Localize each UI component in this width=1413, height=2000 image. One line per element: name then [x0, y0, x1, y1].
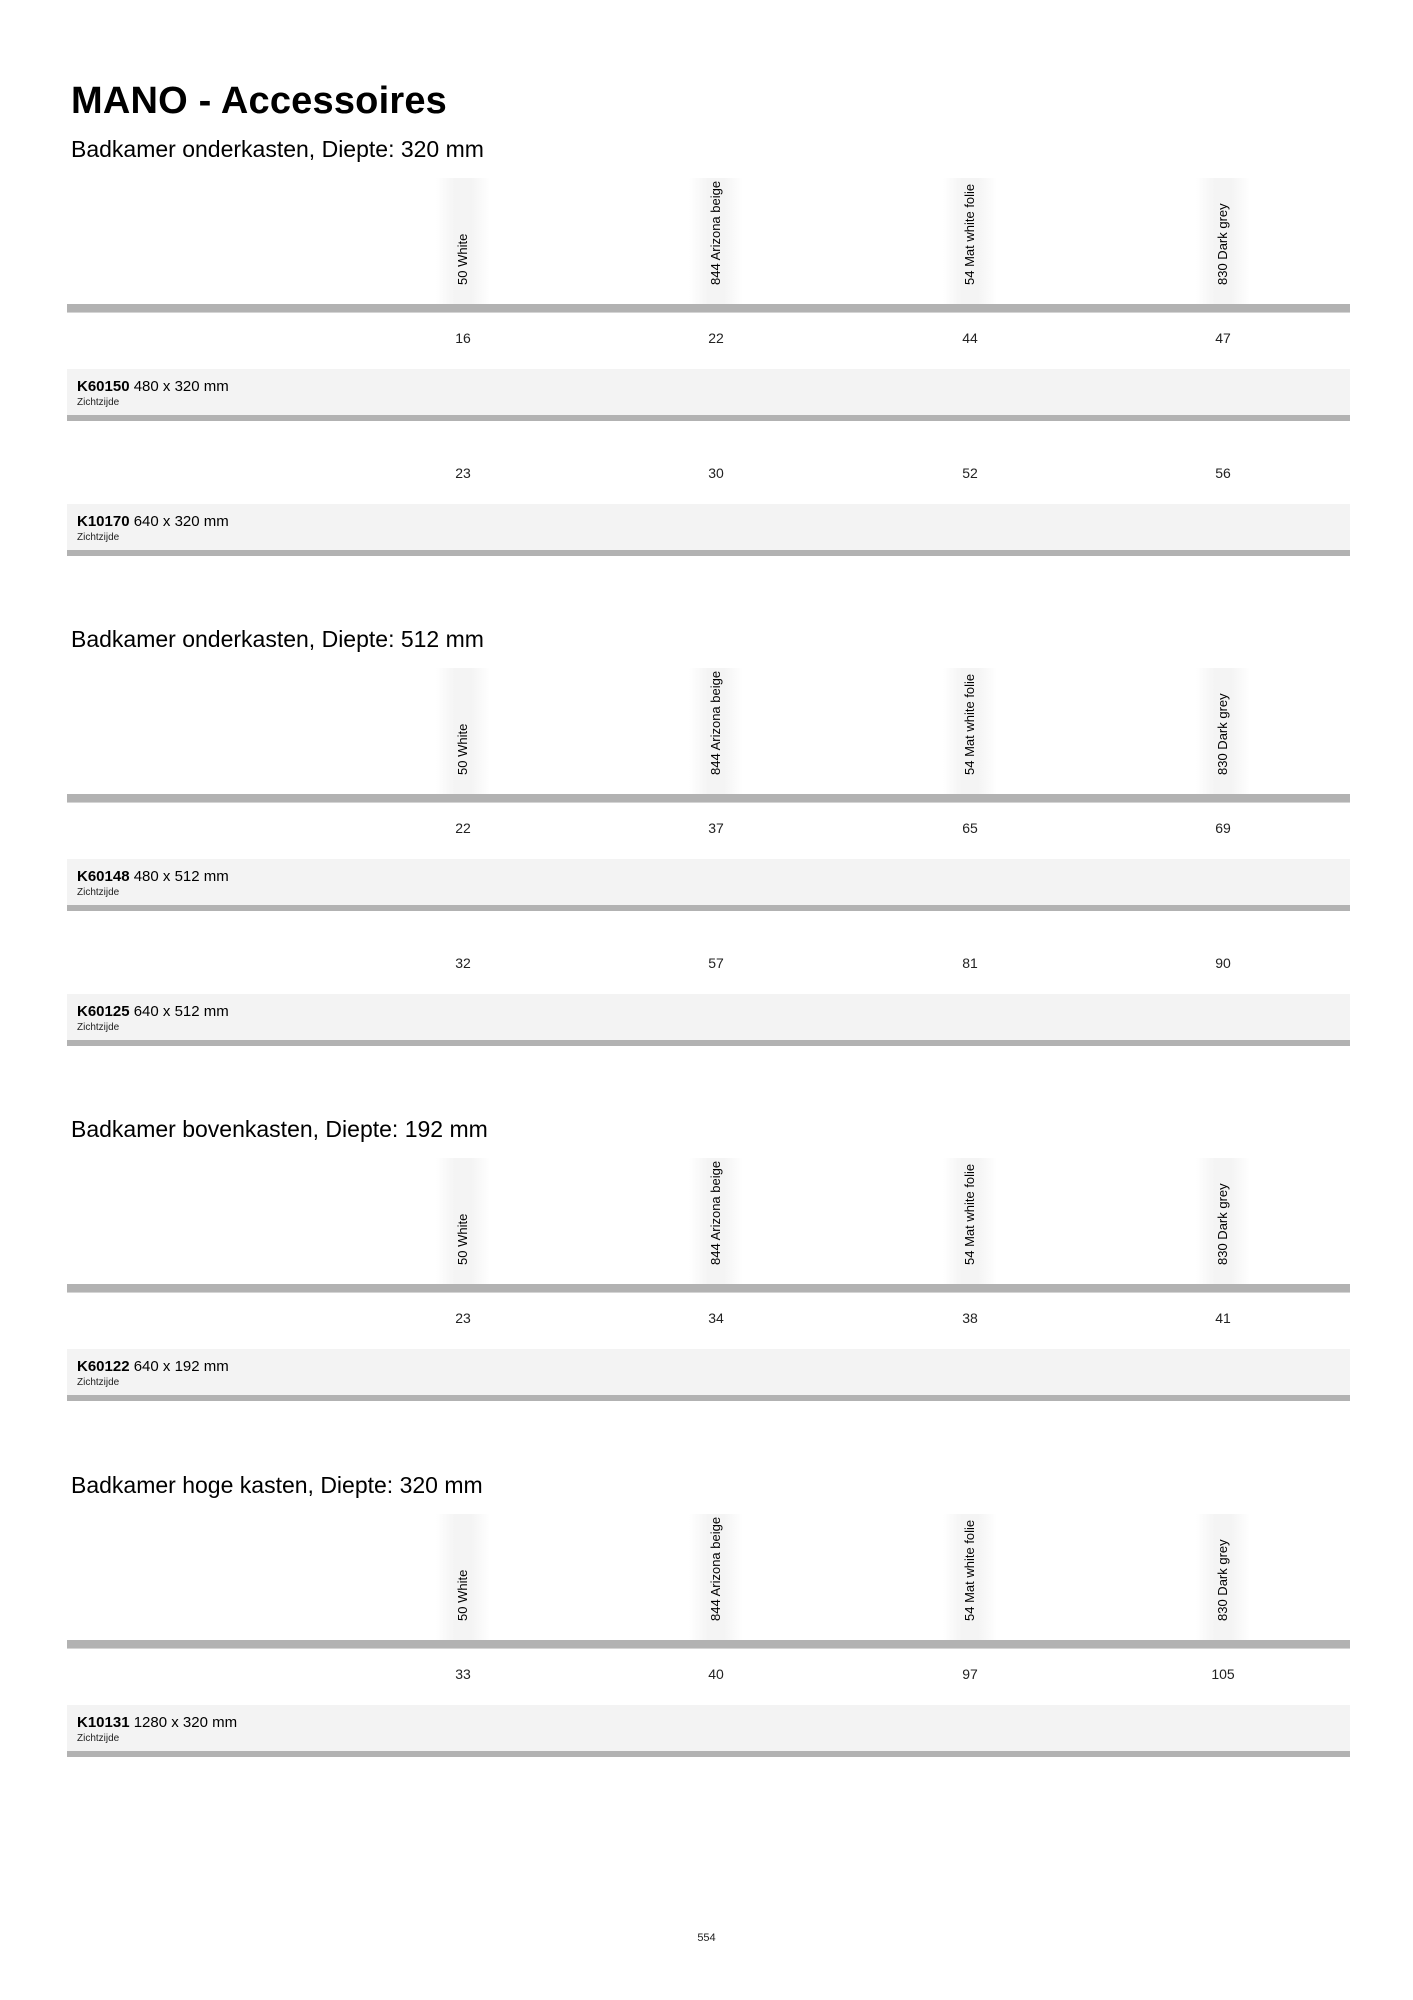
price-cell: 30	[708, 465, 724, 481]
product-size: 480 x 320 mm	[133, 378, 229, 395]
section-title: Badkamer hoge kasten, Diepte: 320 mm	[71, 1472, 483, 1498]
product-label	[77, 1003, 229, 1020]
price-cell: 23	[455, 465, 471, 481]
color-column	[943, 178, 997, 304]
price-values	[67, 1666, 1350, 1686]
price-cell: 52	[962, 465, 978, 481]
product-row	[67, 802, 1350, 907]
color-column-label: 54 Mat white folie	[962, 1163, 977, 1265]
price-cell: 65	[962, 820, 978, 836]
product-row	[67, 1292, 1350, 1397]
color-column-label: 50 White	[455, 723, 470, 775]
color-column	[943, 1514, 997, 1640]
color-column-label: 54 Mat white folie	[962, 1519, 977, 1621]
color-column-label: 844 Arizona beige	[708, 1160, 723, 1265]
price-cell: 40	[708, 1666, 724, 1682]
product-note: Zichtzijde	[77, 397, 120, 408]
color-column-label: 844 Arizona beige	[708, 180, 723, 285]
price-cell: 23	[455, 1310, 471, 1326]
color-column-label: 54 Mat white folie	[962, 673, 977, 775]
color-column	[436, 1158, 490, 1284]
price-cell: 105	[1211, 1666, 1235, 1682]
price-cell: 32	[455, 955, 471, 971]
price-values	[67, 1310, 1350, 1330]
product-row	[67, 1648, 1350, 1753]
price-cell: 69	[1215, 820, 1231, 836]
price-cell: 90	[1215, 955, 1231, 971]
product-label	[77, 1358, 229, 1375]
price-cell: 16	[455, 330, 471, 346]
color-column	[1196, 1158, 1250, 1284]
price-cell: 22	[708, 330, 724, 346]
page-title: MANO - Accessoires	[71, 80, 447, 122]
price-values	[67, 820, 1350, 840]
color-column-label: 844 Arizona beige	[708, 1516, 723, 1621]
price-cell: 44	[962, 330, 978, 346]
product-note: Zichtzijde	[77, 887, 120, 898]
row-divider	[67, 1040, 1350, 1046]
page-number: 554	[697, 1932, 716, 1944]
price-cell: 34	[708, 1310, 724, 1326]
product-code: K60150	[77, 378, 130, 395]
product-note: Zichtzijde	[77, 1377, 120, 1388]
product-label	[77, 1714, 237, 1731]
section-title: Badkamer onderkasten, Diepte: 512 mm	[71, 626, 484, 652]
color-column-label: 50 White	[455, 1213, 470, 1265]
color-column-label: 50 White	[455, 1569, 470, 1621]
color-column	[1196, 668, 1250, 794]
product-label-band	[67, 1349, 1350, 1395]
product-label-band	[67, 369, 1350, 415]
product-code: K10170	[77, 513, 130, 530]
color-column	[943, 1158, 997, 1284]
color-column-label: 830 Dark grey	[1215, 693, 1230, 775]
color-column	[436, 178, 490, 304]
row-divider	[67, 415, 1350, 421]
row-divider	[67, 1751, 1350, 1757]
product-note: Zichtzijde	[77, 1733, 120, 1744]
price-cell: 41	[1215, 1310, 1231, 1326]
color-column-label: 830 Dark grey	[1215, 203, 1230, 285]
color-column	[689, 1158, 743, 1284]
color-column	[436, 1514, 490, 1640]
product-label-band	[67, 504, 1350, 550]
product-code: K10131	[77, 1714, 130, 1731]
product-label	[77, 513, 229, 530]
price-cell: 38	[962, 1310, 978, 1326]
price-cell: 37	[708, 820, 724, 836]
price-cell: 81	[962, 955, 978, 971]
row-divider	[67, 1395, 1350, 1401]
product-row	[67, 937, 1350, 1042]
product-label	[77, 378, 229, 395]
price-values	[67, 330, 1350, 350]
color-column-label: 844 Arizona beige	[708, 670, 723, 775]
color-column	[943, 668, 997, 794]
product-code: K60125	[77, 1003, 130, 1020]
color-column	[1196, 178, 1250, 304]
section-title: Badkamer onderkasten, Diepte: 320 mm	[71, 136, 484, 162]
price-values	[67, 465, 1350, 485]
product-row	[67, 312, 1350, 417]
price-cell: 22	[455, 820, 471, 836]
product-code: K60148	[77, 868, 130, 885]
color-column-header	[67, 1158, 1350, 1292]
color-column-header	[67, 668, 1350, 802]
price-values	[67, 955, 1350, 975]
section-title: Badkamer bovenkasten, Diepte: 192 mm	[71, 1116, 488, 1142]
color-column-header	[67, 1514, 1350, 1648]
product-row	[67, 447, 1350, 552]
price-cell: 57	[708, 955, 724, 971]
color-column	[689, 178, 743, 304]
product-code: K60122	[77, 1358, 130, 1375]
product-note: Zichtzijde	[77, 532, 120, 543]
row-divider	[67, 550, 1350, 556]
color-column	[1196, 1514, 1250, 1640]
product-label-band	[67, 994, 1350, 1040]
product-size: 1280 x 320 mm	[133, 1714, 238, 1731]
product-size: 640 x 320 mm	[133, 513, 229, 530]
product-size: 640 x 192 mm	[133, 1358, 229, 1375]
product-size: 480 x 512 mm	[133, 868, 229, 885]
product-note: Zichtzijde	[77, 1022, 120, 1033]
price-cell: 33	[455, 1666, 471, 1682]
color-column	[436, 668, 490, 794]
product-label-band	[67, 1705, 1350, 1751]
color-column-label: 54 Mat white folie	[962, 183, 977, 285]
product-size: 640 x 512 mm	[133, 1003, 229, 1020]
price-cell: 56	[1215, 465, 1231, 481]
color-column-label: 830 Dark grey	[1215, 1539, 1230, 1621]
price-cell: 47	[1215, 330, 1231, 346]
product-label	[77, 868, 229, 885]
color-column-label: 50 White	[455, 233, 470, 285]
color-column	[689, 1514, 743, 1640]
product-label-band	[67, 859, 1350, 905]
color-column-header	[67, 178, 1350, 312]
color-column	[689, 668, 743, 794]
price-cell: 97	[962, 1666, 978, 1682]
row-divider	[67, 905, 1350, 911]
color-column-label: 830 Dark grey	[1215, 1183, 1230, 1265]
